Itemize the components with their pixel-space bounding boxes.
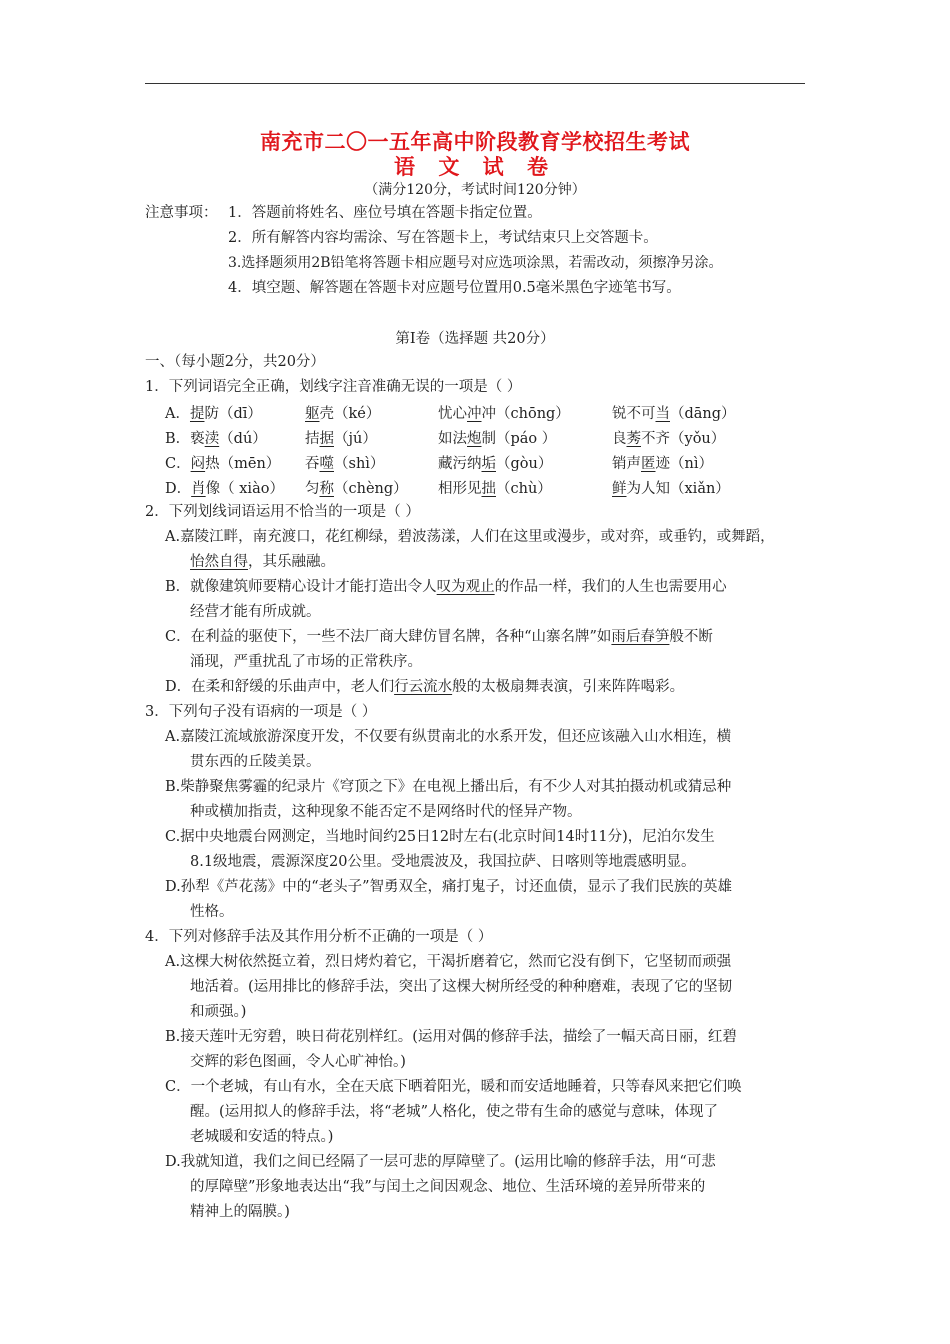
- section-title: 第Ⅰ卷（选择题 共20分）: [395, 331, 555, 347]
- note-item: 2．所有解答内容均需涂、写在答题卡上，考试结束只上交答题卡。: [228, 230, 658, 246]
- note-item: 4．填空题、解答题在答题卡对应题号位置用0.5毫米黑色字迹笔书写。: [228, 280, 681, 296]
- option-text: B.接天莲叶无穷碧，映日荷花别样红。(运用对偶的修辞手法，描绘了一幅天高日丽，红碧: [165, 1029, 737, 1045]
- question-1-option-word: 良莠不齐（yǒu）: [612, 431, 726, 447]
- option-text: A.嘉陵江流域旅游深度开发，不仅要有纵贯南北的水系开发，但还应该融入山水相连，横: [165, 729, 732, 745]
- question-2-stem: 2．下列划线词语运用不恰当的一项是（ ）: [145, 504, 420, 520]
- option-text: 交辉的彩色图画，令人心旷神怡。): [190, 1054, 406, 1070]
- option-a-text: A.嘉陵江畔，南充渡口，花红柳绿，碧波荡漾，人们在这里或漫步，或对弈，或垂钓，或舞蹈，: [165, 529, 775, 545]
- part-header: 一、（每小题2分，共20分）: [145, 354, 325, 370]
- notes-label: 注意事项：: [145, 205, 218, 221]
- question-1-option-word: 如法炮制（páo ）: [438, 431, 557, 447]
- exam-title: 南充市二〇一五年高中阶段教育学校招生考试: [260, 130, 690, 154]
- note-item: 3.选择题须用2B铅笔将答题卡相应题号对应选项涂黑，若需改动，须擦净另涂。: [228, 255, 723, 271]
- option-d-text: D．在柔和舒缓的乐曲声中，老人们行云流水般的太极扇舞表演，引来阵阵喝彩。: [165, 679, 685, 695]
- option-text: A.这棵大树依然挺立着，烈日烤灼着它，干渴折磨着它，然而它没有倒下，它坚韧而顽强: [165, 954, 732, 970]
- option-text: 8.1级地震，震源深度20公里。受地震波及，我国拉萨、日喀则等地震感明显。: [190, 854, 696, 870]
- question-1-option-word: D．肖像（ xiào）: [165, 481, 284, 497]
- question-1-option-word: 锐不可当（dāng）: [612, 406, 736, 422]
- option-text: C．一个老城，有山有水，全在天底下晒着阳光，暖和而安适地睡着，只等春风来把它们唤: [165, 1079, 742, 1095]
- option-text: 种或横加指责，这种现象不能否定不是网络时代的怪异产物。: [190, 804, 582, 820]
- question-1-option-word: 藏污纳垢（gòu）: [438, 456, 553, 472]
- question-4-stem: 4．下列对修辞手法及其作用分析不正确的一项是（ ）: [145, 929, 493, 945]
- question-1-option-word: B．亵渎（dú）: [165, 431, 267, 447]
- option-text: 性格。: [190, 904, 234, 920]
- option-c-text: C．在利益的驱使下，一些不法厂商大肆仿冒名牌，各种“山寨名牌”如雨后春笋般不断: [165, 629, 713, 645]
- question-1-stem: 1．下列词语完全正确，划线字注音准确无误的一项是（ ）: [145, 379, 522, 395]
- option-text: 精神上的隔膜。): [190, 1204, 290, 1220]
- question-1-option-word: 匀称（chèng）: [305, 481, 408, 497]
- exam-subtitle: 语 文 试 卷: [394, 155, 556, 179]
- option-text: 的厚障壁”形象地表达出“我”与闰土之间因观念、地位、生活环境的差异所带来的: [190, 1179, 706, 1195]
- header-rule: [145, 83, 805, 84]
- exam-info: （满分120分，考试时间120分钟）: [364, 182, 586, 198]
- option-b-text: B．就像建筑师要精心设计才能打造出令人叹为观止的作品一样，我们的人生也需要用心: [165, 579, 727, 595]
- question-1-option-word: 躯壳（ké）: [305, 406, 381, 422]
- option-c-cont: 涌现，严重扰乱了市场的正常秩序。: [190, 654, 422, 670]
- option-text: 地活着。(运用排比的修辞手法，突出了这棵大树所经受的种种磨难，表现了它的坚韧: [190, 979, 733, 995]
- option-text: C.据中央地震台网测定，当地时间约25日12时左右(北京时间14时11分)，尼泊尔发生: [165, 829, 715, 845]
- option-text: D.孙犁《芦花荡》中的“老头子”智勇双全，痛打鬼子，讨还血债，显示了我们民族的英雄: [165, 879, 733, 895]
- option-a-cont: 怡然自得，其乐融融。: [190, 554, 335, 570]
- option-text: D.我就知道，我们之间已经隔了一层可悲的厚障壁了。(运用比喻的修辞手法，用“可悲: [165, 1154, 716, 1170]
- question-1-option-word: 忧心冲冲（chōng）: [438, 406, 570, 422]
- option-text: 和顽强。): [190, 1004, 247, 1020]
- option-b-cont: 经营才能有所成就。: [190, 604, 321, 620]
- question-1-option-word: 拮据（jú）: [305, 431, 377, 447]
- option-text: 醒。(运用拟人的修辞手法，将“老城”人格化，使之带有生命的感觉与意味，体现了: [190, 1104, 718, 1120]
- question-1-option-word: 吞噬（shì）: [305, 456, 385, 472]
- note-item: 1．答题前将姓名、座位号填在答题卡指定位置。: [228, 205, 542, 221]
- option-text: 贯东西的丘陵美景。: [190, 754, 321, 770]
- question-1-option-word: 鲜为人知（xiǎn）: [612, 481, 730, 497]
- option-text: 老城暖和安适的特点。): [190, 1129, 334, 1145]
- question-1-option-word: 销声匿迹（nì）: [612, 456, 713, 472]
- option-text: B.柴静聚焦雾霾的纪录片《穹顶之下》在电视上播出后，有不少人对其拍摄动机或猜忌种: [165, 779, 732, 795]
- question-1-option-word: 相形见拙（chù）: [438, 481, 552, 497]
- question-1-option-word: C．闷热（mēn）: [165, 456, 281, 472]
- question-1-option-word: A．提防（dī）: [165, 406, 262, 422]
- question-3-stem: 3．下列句子没有语病的一项是（ ）: [145, 704, 377, 720]
